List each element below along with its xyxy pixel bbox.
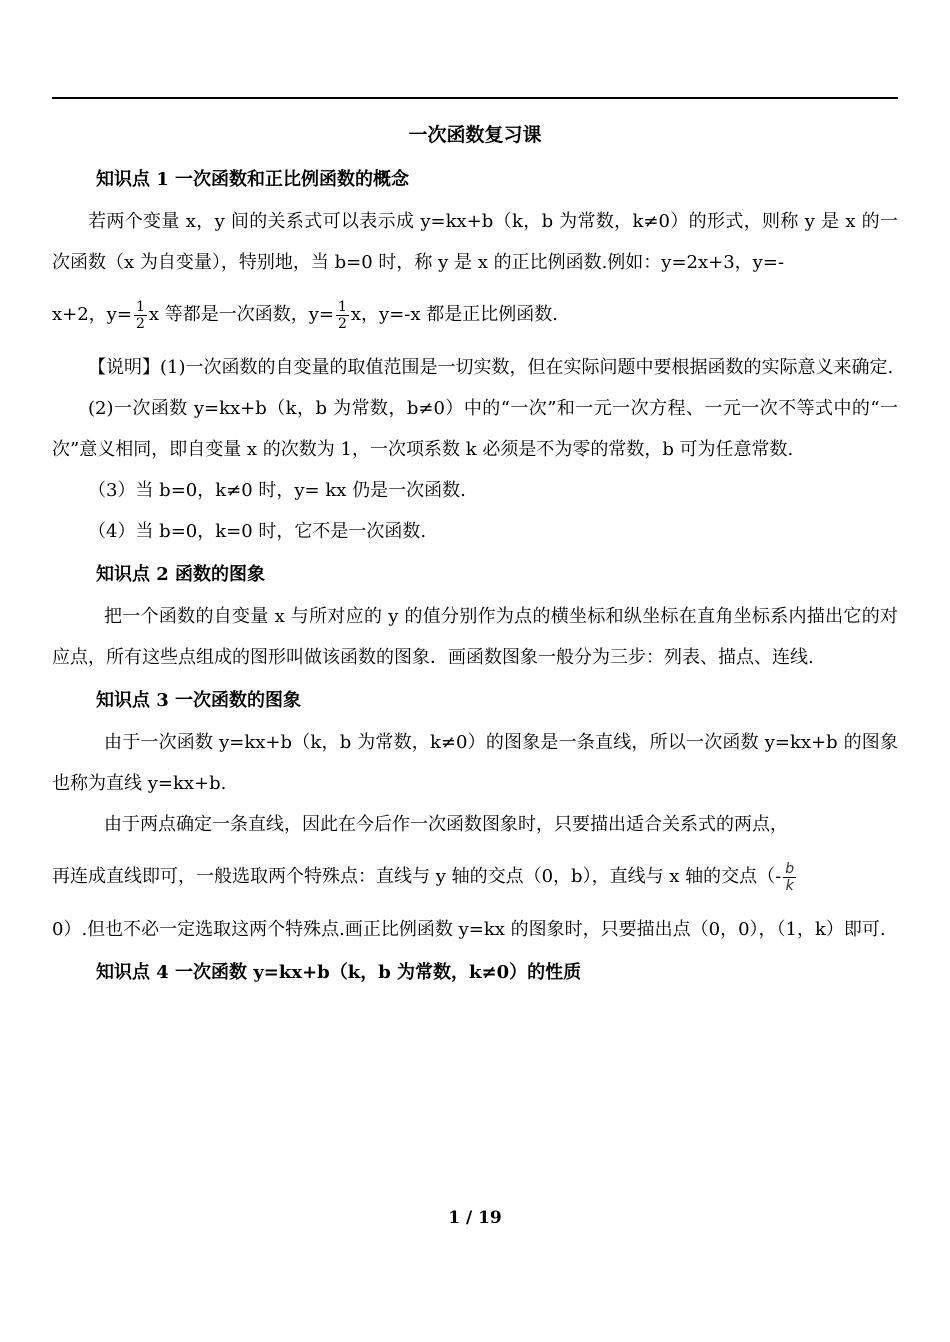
paragraph-examples: [52, 283, 898, 347]
paragraph-special-points: [52, 845, 898, 909]
fraction: [783, 861, 796, 894]
fraction-denominator: 2: [337, 315, 347, 332]
section-heading-2: 知识点 2 函数的图象: [96, 564, 266, 585]
paragraph-two-points: 由于两点确定一条直线，因此在今后作一次函数图象时，只要描出适合关系式的两点，: [104, 814, 788, 835]
paragraph-note-2: (2)一次函数 y=kx+b（k，b 为常数，b≠0）中的“一次”和一元一次方程、一元一次不等式中的“一次”意义相同，即自变量 x 的次数为 1，一次项系数 k 必须是不为零的常数，b 可为任意常数.: [52, 398, 898, 460]
fraction-denominator: k: [785, 877, 794, 894]
section-heading-1: 知识点 1 一次函数和正比例函数的概念: [96, 169, 410, 190]
fraction: [134, 299, 147, 332]
paragraph-proportional-graph: 0）.但也不必一定选取这两个特殊点.画正比例函数 y=kx 的图象时，只要描出点（0，0），（1，k）即可.: [52, 919, 886, 940]
text-span: x 等都是一次函数，y=: [148, 304, 334, 325]
page-number: 1 / 19: [448, 1208, 502, 1228]
section-heading-3: 知识点 3 一次函数的图象: [96, 690, 302, 711]
paragraph-definition: 若两个变量 x，y 间的关系式可以表示成 y=kx+b（k，b 为常数，k≠0）的形式，则称 y 是 x 的一次函数（x 为自变量），特别地，当 b=0 时，称 y 是 x 的正比例函数.例如：y=2x+3，y=-: [52, 211, 898, 273]
text-span: x，y=-x 都是正比例函数.: [350, 304, 558, 325]
text-span: x+2，y=: [52, 304, 132, 325]
paragraph-note-3: （3）当 b=0，k≠0 时，y= kx 仍是一次函数.: [88, 480, 466, 501]
fraction: [336, 299, 349, 332]
paragraph-linear-graph: 由于一次函数 y=kx+b（k，b 为常数，k≠0）的图象是一条直线，所以一次函数 y=kx+b 的图象也称为直线 y=kx+b.: [52, 732, 898, 794]
fraction-numerator: 1: [337, 298, 347, 315]
paragraph-note-4: （4）当 b=0，k=0 时，它不是一次函数.: [88, 521, 427, 542]
paragraph-graph-definition: 把一个函数的自变量 x 与所对应的 y 的值分别作为点的横坐标和纵坐标在直角坐标系内描出它的对应点，所有这些点组成的图形叫做该函数的图象．画函数图象一般分为三步：列表、描点、连线.: [52, 606, 898, 668]
section-heading-4: 知识点 4 一次函数 y=kx+b（k，b 为常数，k≠0）的性质: [96, 962, 582, 983]
text-span: 再连成直线即可，一般选取两个特殊点：直线与 y 轴的交点（0，b），直线与 x 轴的交点（-: [52, 866, 782, 887]
fraction-numerator: b: [785, 860, 795, 877]
header-rule: [52, 97, 898, 99]
paragraph-note-1: 【说明】(1)一次函数的自变量的取值范围是一切实数，但在实际问题中要根据函数的实际意义来确定.: [88, 357, 894, 378]
fraction-numerator: 1: [135, 298, 145, 315]
page-title: 一次函数复习课: [408, 124, 542, 146]
document-body: [52, 112, 898, 994]
fraction-denominator: 2: [135, 315, 145, 332]
